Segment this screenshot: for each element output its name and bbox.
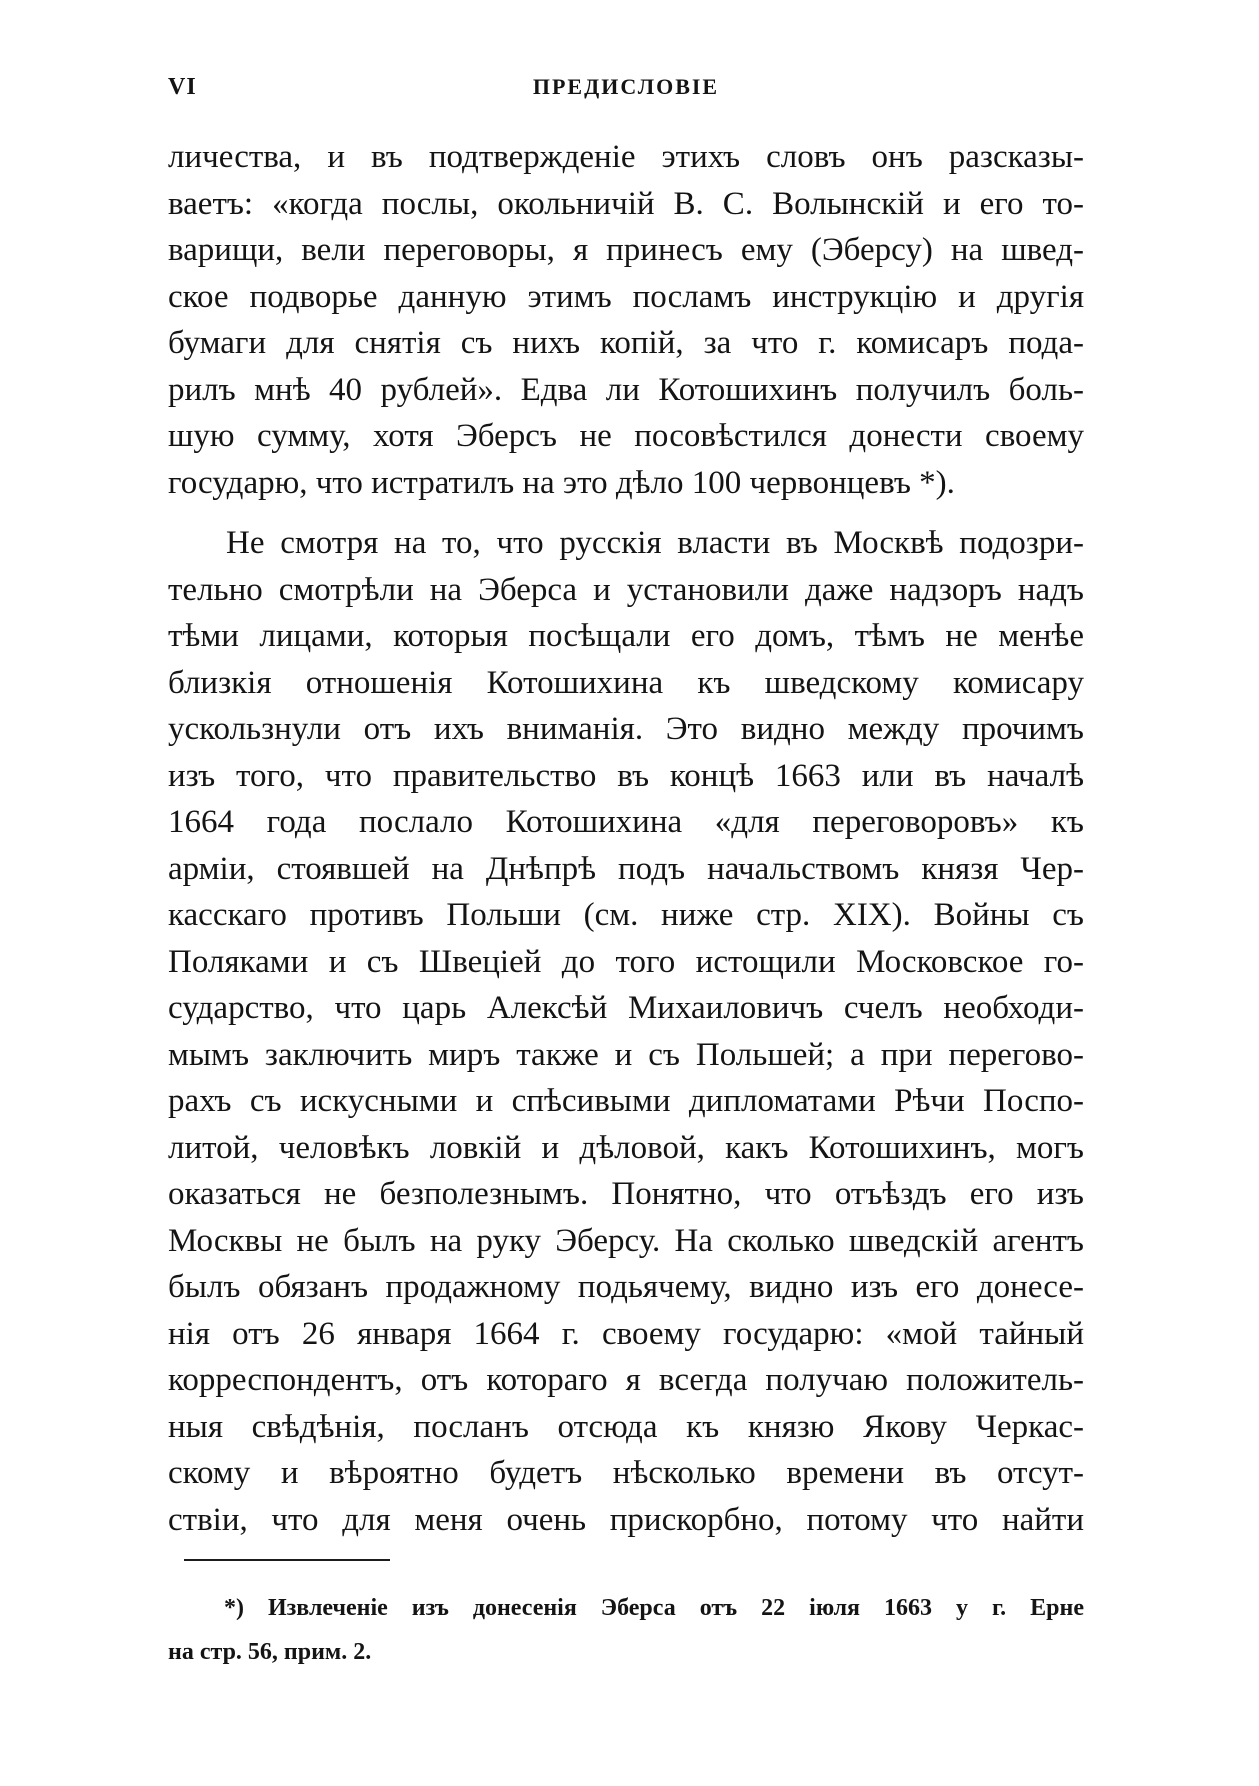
text-line: варищи, вели переговоры, я принесъ ему (Эберсу) на швед- (168, 232, 1084, 268)
text-line: тѣми лицами, которыя посѣщали его домъ, тѣмъ не менѣе (168, 618, 1084, 654)
text-line: Поляками и съ Швеціей до того истощили Московское го- (168, 943, 1084, 980)
text-line: шую сумму, хотя Эберсъ не посовѣстился донести своему (168, 418, 1084, 454)
footnote-divider (184, 1559, 390, 1561)
text-line: рахъ съ искусными и спѣсивыми дипломатами Рѣчи Поспо- (168, 1083, 1084, 1119)
text-line: 1664 года послало Котошихина «для переговоровъ» къ (168, 804, 1084, 840)
text-line: изъ того, что правительство въ концѣ 1663 или въ началѣ (168, 757, 1084, 794)
page-title: ПРЕДИСЛОВІЕ (532, 74, 720, 99)
text-line: ствіи, что для меня очень прискорбно, потому что найти (168, 1501, 1084, 1538)
footnote-line: на стр. 56, прим. 2. (168, 1639, 372, 1665)
text-line: государю, что истратилъ на это дѣло 100 червонцевъ *). (168, 464, 955, 501)
text-line: Не смотря на то, что русскія власти въ Москвѣ подозри- (226, 525, 1084, 561)
text-line: нія отъ 26 января 1664 г. своему государю: «мой тайный (168, 1315, 1084, 1352)
text-line: арміи, стоявшей на Днѣпрѣ подъ начальствомъ князя Чер- (168, 850, 1084, 887)
text-line: ское подворье данную этимъ посламъ инструкцію и другія (168, 278, 1084, 315)
page-number: VI (168, 74, 197, 100)
footnote (168, 1586, 1084, 1674)
body-text (168, 134, 1084, 1543)
text-line: ускользнули отъ ихъ вниманія. Это видно между прочимъ (168, 711, 1084, 747)
text-line: корреспондентъ, отъ котораго я всегда получаю положитель- (168, 1362, 1084, 1398)
text-line: Москвы не былъ на руку Эберсу. На сколько шведскій агентъ (168, 1222, 1084, 1259)
text-line: касскаго противъ Польши (см. ниже стр. XIX). Войны съ (168, 897, 1084, 933)
text-line: ныя свѣдѣнія, посланъ отсюда къ князю Якову Черкас- (168, 1408, 1084, 1445)
text-line: ваетъ: «когда послы, окольничій В. С. Волынскій и его то- (168, 185, 1084, 222)
text-line: былъ обязанъ продажному подьячему, видно изъ его донесе- (168, 1269, 1084, 1305)
text-line: скому и вѣроятно будетъ нѣсколько времени въ отсут- (168, 1455, 1084, 1491)
footnote-line: *) Извлеченіе изъ донесенія Эберса отъ 22 іюля 1663 у г. Ерне (224, 1595, 1084, 1621)
text-line: рилъ мнѣ 40 рублей». Едва ли Котошихинъ получилъ боль- (168, 371, 1084, 408)
text-line: личества, и въ подтвержденіе этихъ словъ онъ разсказы- (168, 139, 1084, 175)
text-line: близкія отношенія Котошихина къ шведскому комисару (168, 664, 1084, 701)
running-head (168, 74, 1084, 110)
text-line: оказаться не безполезнымъ. Понятно, что отъѣздъ его изъ (168, 1176, 1084, 1212)
text-line: тельно смотрѣли на Эберса и установили даже надзоръ надъ (168, 571, 1084, 608)
text-line: литой, человѣкъ ловкій и дѣловой, какъ Котошихинъ, могъ (168, 1129, 1084, 1166)
paragraph-1 (168, 134, 1084, 506)
text-line: мымъ заключить миръ также и съ Польшей; а при перегово- (168, 1036, 1084, 1073)
text-line: бумаги для снятія съ нихъ копій, за что г. комисаръ пода- (168, 325, 1084, 361)
paragraph-2 (168, 520, 1084, 1543)
text-line: сударство, что царь Алексѣй Михаиловичъ счелъ необходи- (168, 990, 1084, 1026)
